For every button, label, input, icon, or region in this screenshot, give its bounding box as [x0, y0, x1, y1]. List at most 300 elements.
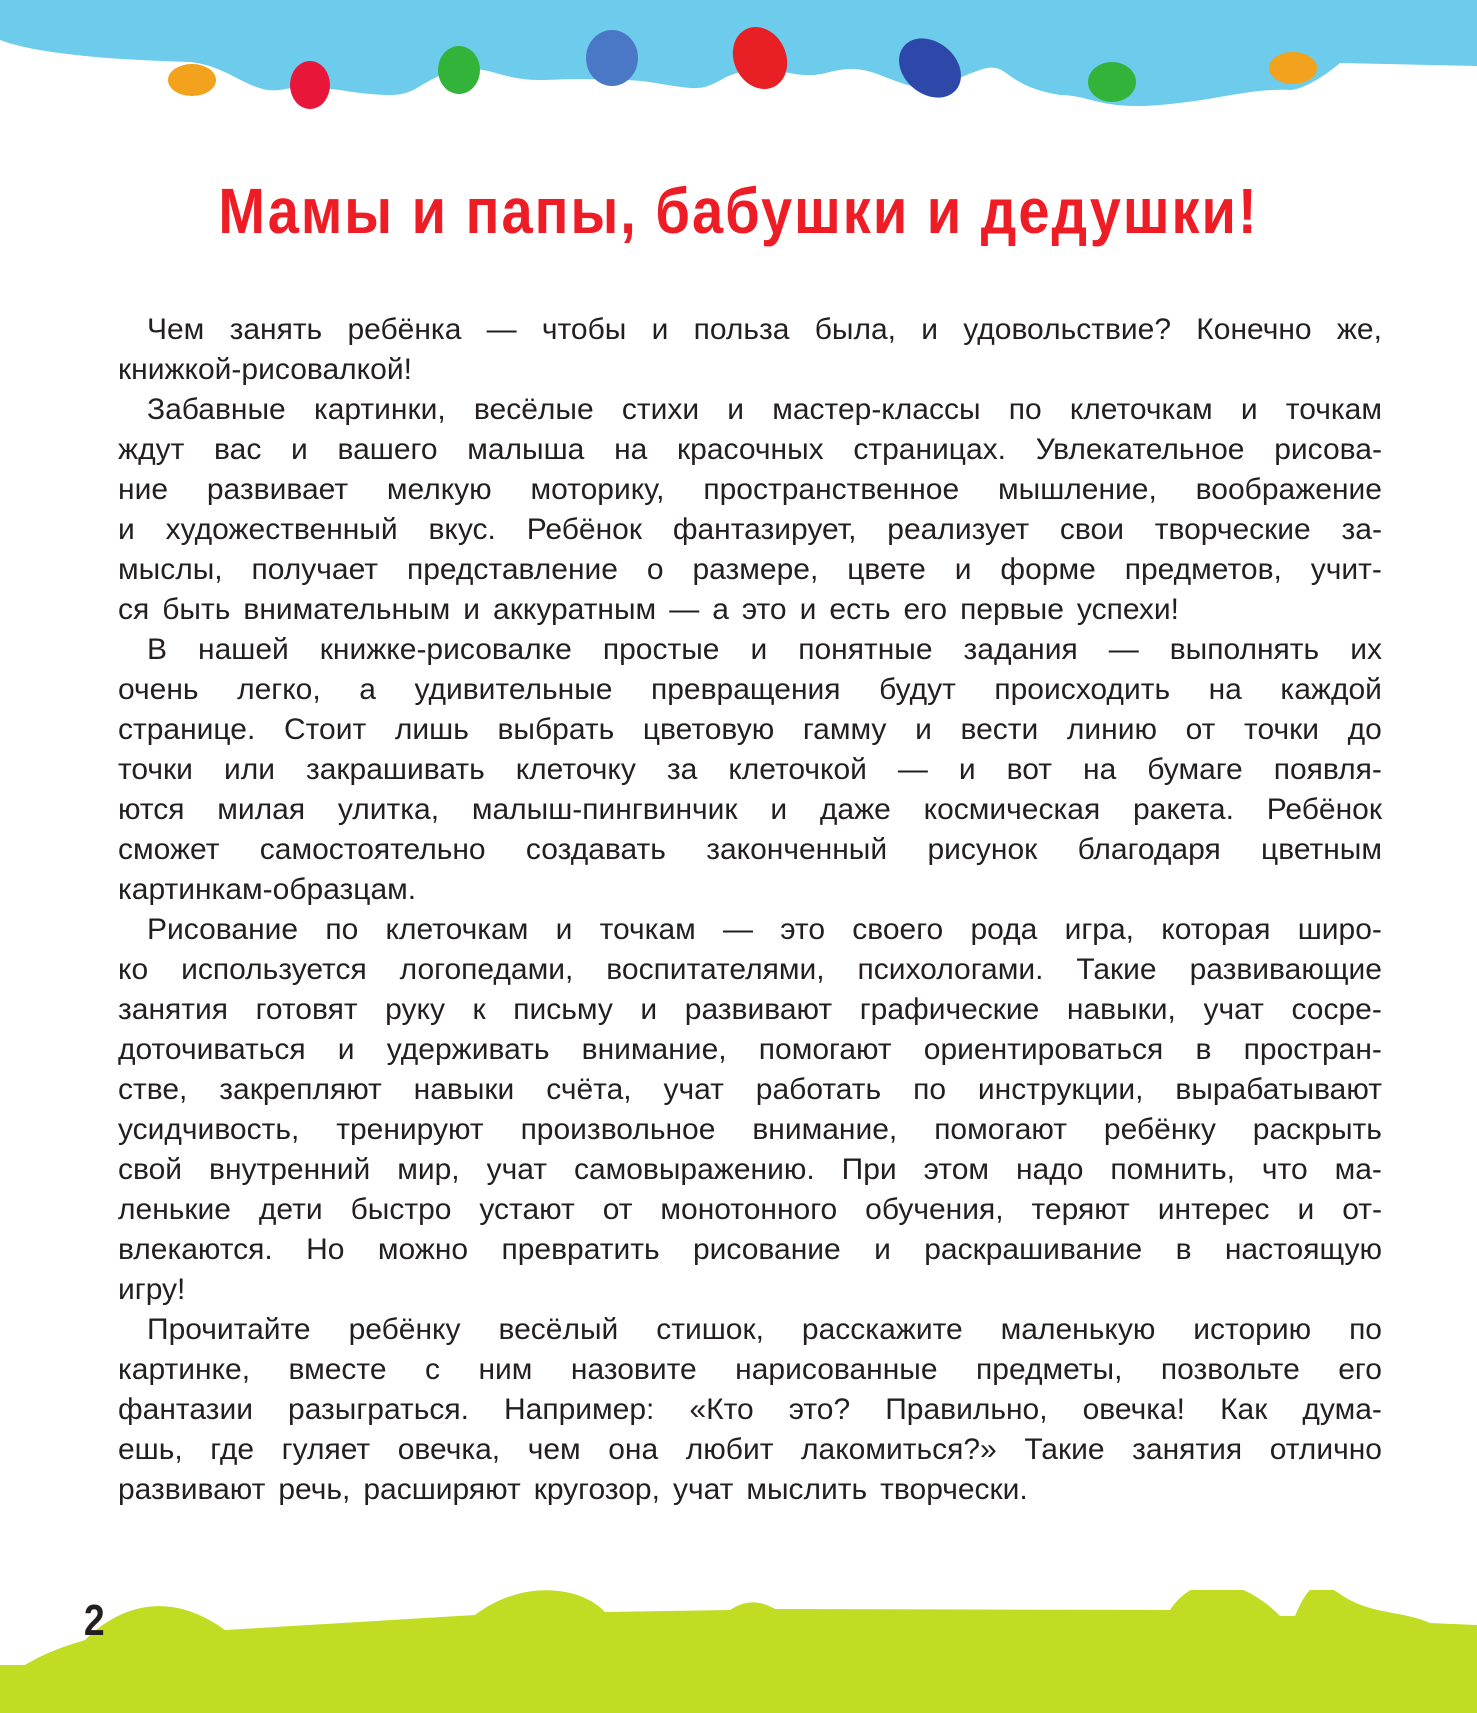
word: «Кто: [689, 1393, 754, 1426]
word: понятные: [798, 633, 933, 666]
word: ребёнку: [348, 1313, 461, 1346]
word: и: [651, 313, 669, 346]
word: быстро: [350, 1193, 452, 1226]
word: которая: [1161, 913, 1271, 946]
word: первые: [960, 593, 1064, 626]
paint-dot-blue: [586, 30, 638, 86]
word: внимание,: [752, 1113, 898, 1146]
sky-wave-decoration: [0, 0, 1477, 130]
paragraph-line: [118, 1150, 1382, 1190]
word: отлично: [1269, 1433, 1382, 1466]
word: предметов,: [1124, 553, 1282, 586]
word: удовольствие?: [963, 313, 1172, 346]
word: —: [723, 913, 754, 946]
word: Как: [1220, 1393, 1268, 1426]
word: где: [210, 1433, 255, 1466]
paragraph-line: [118, 590, 1382, 630]
word: мастер-классы: [772, 393, 981, 426]
word: представление: [406, 553, 618, 586]
paint-dot-green: [438, 46, 480, 94]
word: фантазирует,: [672, 513, 857, 546]
word: и: [118, 513, 135, 546]
word: ся: [118, 593, 150, 626]
word: чтобы: [541, 313, 627, 346]
word: учат: [663, 1073, 724, 1106]
word: ориентироваться: [923, 1033, 1164, 1066]
word: рисова-: [1274, 433, 1382, 466]
word: —: [669, 593, 700, 626]
word: влекаются.: [118, 1233, 273, 1266]
word: сможет: [118, 833, 220, 866]
word: вот: [1006, 753, 1053, 786]
paint-dot-orange: [1269, 52, 1317, 84]
page-title: Мамы и папы, бабушки и дедушки!: [218, 174, 1259, 247]
word: занять: [229, 313, 323, 346]
word: учат: [672, 1473, 734, 1506]
word: вашего: [337, 433, 438, 466]
word: дети: [258, 1193, 323, 1226]
body-text: [118, 310, 1382, 1510]
word: Такие: [1024, 1433, 1105, 1466]
word: до: [1347, 713, 1382, 746]
word: художественный: [165, 513, 398, 546]
word: учат: [486, 1153, 547, 1186]
word: Забавные: [147, 393, 286, 426]
word: точки: [118, 753, 193, 786]
word: книжке-рисовалке: [319, 633, 572, 666]
word: Правильно,: [885, 1393, 1048, 1426]
word: даже: [819, 793, 891, 826]
word: надо: [1015, 1153, 1084, 1186]
word: появля-: [1273, 753, 1382, 786]
word: легко,: [237, 673, 321, 706]
page-number: 2: [83, 1596, 105, 1645]
word: милая: [217, 793, 306, 826]
word: самостоятельно: [259, 833, 486, 866]
word: мышление,: [998, 473, 1157, 506]
word: ребёнку: [1103, 1113, 1216, 1146]
word: происходить: [994, 673, 1171, 706]
word: а: [712, 593, 729, 626]
word: точкам: [599, 913, 696, 946]
word: за: [666, 753, 698, 786]
word: используется: [181, 953, 367, 986]
word: предметы,: [976, 1353, 1123, 1386]
word: создавать: [525, 833, 666, 866]
word: за-: [1341, 513, 1382, 546]
word: весёлый: [498, 1313, 619, 1346]
word: в: [1195, 1033, 1212, 1066]
word: клеточку: [515, 753, 636, 786]
word: занятия: [1132, 1433, 1243, 1466]
word: и: [921, 313, 939, 346]
word: гамму: [802, 713, 887, 746]
paragraph-line: [118, 1110, 1382, 1150]
word: выбрать: [497, 713, 615, 746]
word: бумаге: [1147, 753, 1243, 786]
word: При: [841, 1153, 897, 1186]
word: и: [640, 993, 658, 1026]
paragraph-line: [118, 1270, 1382, 1310]
word: ракета.: [1132, 793, 1234, 826]
word: позвольте: [1160, 1353, 1300, 1386]
word: Такие: [1076, 953, 1157, 986]
word: выполнять: [1169, 633, 1320, 666]
paint-dot-orange: [168, 64, 216, 96]
word: пространственное: [703, 473, 960, 506]
word: польза: [693, 313, 790, 346]
word: превращения: [651, 673, 841, 706]
word: моторику,: [530, 473, 665, 506]
word: была,: [814, 313, 896, 346]
word: рисование: [692, 1233, 841, 1266]
word: клеточкой: [728, 753, 867, 786]
paragraph-line: [118, 350, 1382, 390]
word: назовите: [570, 1353, 697, 1386]
word: гуляет: [281, 1433, 371, 1466]
word: и: [874, 1233, 891, 1266]
word: устают: [479, 1193, 575, 1226]
word: это: [741, 593, 787, 626]
word: воспитателями,: [606, 953, 825, 986]
word: речь,: [278, 1473, 351, 1506]
word: Рисование: [147, 913, 299, 946]
word: успехи!: [1076, 593, 1179, 626]
word: картинки,: [313, 393, 446, 426]
paragraph-line: [118, 1470, 1382, 1510]
word: получает: [251, 553, 379, 586]
word: от: [1185, 713, 1216, 746]
word: ждут: [118, 433, 185, 466]
word: мыслить: [746, 1473, 868, 1506]
word: к: [472, 993, 486, 1026]
word: помогают: [758, 1033, 892, 1066]
word: и: [750, 633, 768, 666]
word: клеточкам: [1069, 393, 1213, 426]
word: по: [913, 1073, 947, 1106]
word: вас: [214, 433, 262, 466]
word: по: [1349, 1313, 1382, 1346]
paragraph-line: [118, 1030, 1382, 1070]
word: дума-: [1302, 1393, 1382, 1426]
paragraph-line: [118, 1390, 1382, 1430]
word: есть: [829, 593, 891, 626]
word: простран-: [1243, 1033, 1382, 1066]
paragraph-line: [118, 310, 1382, 350]
word: цвете: [847, 553, 926, 586]
word: творческие: [1154, 513, 1311, 546]
word: весёлые: [473, 393, 594, 426]
word: и: [291, 433, 308, 466]
word: психологами.: [857, 953, 1044, 986]
word: развивают: [118, 1473, 266, 1506]
word: —: [486, 313, 517, 346]
word: задания: [963, 633, 1078, 666]
word: нашей: [198, 633, 289, 666]
word: кругозор,: [533, 1473, 660, 1506]
paint-dot-red: [290, 61, 330, 109]
word: В: [147, 633, 168, 666]
word: от: [602, 1193, 633, 1226]
paragraph-line: [118, 390, 1382, 430]
paragraph-line: [118, 630, 1382, 670]
word: внимательным: [243, 593, 451, 626]
word: руку: [385, 993, 445, 1026]
word: помогают: [934, 1113, 1067, 1146]
word: игра,: [1064, 913, 1135, 946]
word: от-: [1342, 1193, 1382, 1226]
word: широ-: [1297, 913, 1382, 946]
paragraph-line: [118, 710, 1382, 750]
word: удерживать: [386, 1033, 550, 1066]
word: по: [1008, 393, 1042, 426]
word: это: [780, 913, 826, 946]
word: теряют: [1031, 1193, 1130, 1226]
word: каждой: [1280, 673, 1382, 706]
word: аккуратным: [493, 593, 657, 626]
word: с: [424, 1353, 440, 1386]
word: что: [1261, 1153, 1308, 1186]
word: красочных: [677, 433, 824, 466]
word: письму: [513, 993, 613, 1026]
word: благодаря: [1077, 833, 1221, 866]
word: цветным: [1261, 833, 1382, 866]
word: помнить,: [1110, 1153, 1235, 1186]
word: самовыражению.: [573, 1153, 815, 1186]
word: вкус.: [428, 513, 496, 546]
word: она: [608, 1433, 659, 1466]
word: овечка!: [1082, 1393, 1186, 1426]
word: мыслы,: [118, 553, 223, 586]
word: его: [1338, 1353, 1382, 1386]
word: стихи: [621, 393, 700, 426]
word: на: [1083, 753, 1117, 786]
word: раскрыть: [1252, 1113, 1382, 1146]
word: картинкам-образцам.: [118, 873, 417, 906]
paragraph-line: [118, 790, 1382, 830]
word: интерес: [1157, 1193, 1270, 1226]
word: и: [954, 553, 972, 586]
word: форме: [1000, 553, 1096, 586]
word: Чем: [147, 313, 205, 346]
word: и: [770, 793, 788, 826]
paragraph-line: [118, 510, 1382, 550]
word: мир,: [397, 1153, 460, 1186]
word: вместе: [288, 1353, 387, 1386]
word: мелкую: [386, 473, 492, 506]
word: нарисованные: [735, 1353, 938, 1386]
paragraph-line: [118, 870, 1382, 910]
word: творчески.: [880, 1473, 1028, 1506]
grass-shape: [0, 1590, 1477, 1713]
paragraph-line: [118, 830, 1382, 870]
word: закрашивать: [305, 753, 485, 786]
word: их: [1350, 633, 1382, 666]
word: и: [915, 713, 932, 746]
word: быть: [162, 593, 231, 626]
paragraph-line: [118, 430, 1382, 470]
word: цветовую: [642, 713, 775, 746]
word: книжкой-рисовалкой!: [118, 353, 412, 386]
word: вырабатывают: [1175, 1073, 1382, 1106]
word: ние: [118, 473, 169, 506]
word: —: [1108, 633, 1139, 666]
word: же,: [1336, 313, 1382, 346]
word: будут: [879, 673, 956, 706]
word: Ребёнок: [1266, 793, 1382, 826]
word: стве,: [118, 1073, 188, 1106]
paragraph-line: [118, 1350, 1382, 1390]
word: фантазии: [118, 1393, 253, 1426]
paragraph-line: [118, 1190, 1382, 1230]
word: о: [646, 553, 664, 586]
word: инструкции,: [977, 1073, 1144, 1106]
word: учат: [1203, 993, 1264, 1026]
word: ма-: [1334, 1153, 1382, 1186]
word: ко: [118, 953, 149, 986]
word: ребёнка: [347, 313, 462, 346]
word: линию: [1066, 713, 1157, 746]
word: счёта,: [546, 1073, 632, 1106]
word: и: [958, 753, 976, 786]
word: навыки,: [1066, 993, 1176, 1026]
word: очень: [118, 673, 199, 706]
paragraph-line: [118, 670, 1382, 710]
word: —: [897, 753, 928, 786]
word: Увлекательное: [1035, 433, 1245, 466]
word: превратить: [501, 1233, 660, 1266]
paragraph-line: [118, 550, 1382, 590]
word: по: [325, 913, 359, 946]
word: можно: [377, 1233, 469, 1266]
word: а: [359, 673, 376, 706]
word: работать: [755, 1073, 882, 1106]
word: вести: [960, 713, 1039, 746]
word: занятия: [118, 993, 228, 1026]
word: раскрашивание: [924, 1233, 1143, 1266]
word: картинке,: [118, 1353, 251, 1386]
word: усидчивость,: [118, 1113, 300, 1146]
word: готовят: [255, 993, 358, 1026]
word: развивающие: [1189, 953, 1382, 986]
word: игру!: [118, 1273, 186, 1306]
word: простые: [602, 633, 720, 666]
word: клеточкам: [385, 913, 529, 946]
paint-dot-green: [1088, 62, 1136, 102]
word: Например:: [504, 1393, 655, 1426]
word: маленькую: [1000, 1313, 1156, 1346]
word: и: [463, 593, 481, 626]
word: тренируют: [336, 1113, 484, 1146]
word: внимание,: [581, 1033, 727, 1066]
word: обучения,: [865, 1193, 1004, 1226]
word: ним: [478, 1353, 533, 1386]
word: страницах.: [853, 433, 1006, 466]
word: и: [337, 1033, 355, 1066]
paragraph-line: [118, 910, 1382, 950]
word: любит: [685, 1433, 774, 1466]
word: разыграться.: [288, 1393, 469, 1426]
word: учит-: [1310, 553, 1382, 586]
paragraph-line: [118, 470, 1382, 510]
word: Конечно: [1196, 313, 1312, 346]
word: в: [1175, 1233, 1192, 1266]
word: лишь: [394, 713, 469, 746]
word: малыша: [467, 433, 585, 466]
word: Стоит: [283, 713, 367, 746]
word: это?: [788, 1393, 851, 1426]
word: законченный: [706, 833, 888, 866]
word: развивает: [206, 473, 349, 506]
word: стишок,: [656, 1313, 764, 1346]
word: рисунок: [927, 833, 1038, 866]
word: внутренний: [209, 1153, 371, 1186]
word: своего: [852, 913, 944, 946]
word: Ребёнок: [526, 513, 642, 546]
word: доточиваться: [118, 1033, 306, 1066]
word: и: [1240, 393, 1258, 426]
word: улитка,: [337, 793, 440, 826]
word: на: [1208, 673, 1242, 706]
paragraph-line: [118, 1310, 1382, 1350]
word: малыш-пингвинчик: [471, 793, 738, 826]
word: лакомиться?»: [801, 1433, 997, 1466]
word: Но: [306, 1233, 345, 1266]
word: овечка,: [397, 1433, 501, 1466]
word: навыки: [413, 1073, 515, 1106]
word: и: [1297, 1193, 1315, 1226]
word: графические: [859, 993, 1040, 1026]
paragraph-line: [118, 1230, 1382, 1270]
word: Прочитайте: [147, 1313, 311, 1346]
paragraph-line: [118, 750, 1382, 790]
word: точки: [1244, 713, 1319, 746]
word: его: [903, 593, 948, 626]
paragraph-line: [118, 990, 1382, 1030]
word: и: [555, 913, 573, 946]
word: расширяют: [363, 1473, 521, 1506]
word: космическая: [923, 793, 1101, 826]
word: чем: [527, 1433, 581, 1466]
word: реализует: [887, 513, 1030, 546]
word: и: [727, 393, 745, 426]
word: и: [799, 593, 817, 626]
word: историю: [1193, 1313, 1312, 1346]
word: странице.: [118, 713, 256, 746]
paragraph-line: [118, 950, 1382, 990]
word: монотонного: [660, 1193, 838, 1226]
word: развивают: [684, 993, 833, 1026]
word: свои: [1059, 513, 1124, 546]
paragraph-line: [118, 1430, 1382, 1470]
word: или: [223, 753, 275, 786]
word: настоящую: [1224, 1233, 1382, 1266]
word: логопедами,: [399, 953, 574, 986]
word: на: [614, 433, 648, 466]
word: ешь,: [118, 1433, 183, 1466]
word: этом: [923, 1153, 990, 1186]
word: воображение: [1195, 473, 1382, 506]
word: удивительные: [414, 673, 613, 706]
word: закрепляют: [219, 1073, 382, 1106]
word: размере,: [692, 553, 819, 586]
word: сосре-: [1291, 993, 1382, 1026]
word: рода: [970, 913, 1038, 946]
paragraph-line: [118, 1070, 1382, 1110]
word: произвольное: [520, 1113, 716, 1146]
word: ленькие: [118, 1193, 231, 1226]
word: точкам: [1285, 393, 1382, 426]
